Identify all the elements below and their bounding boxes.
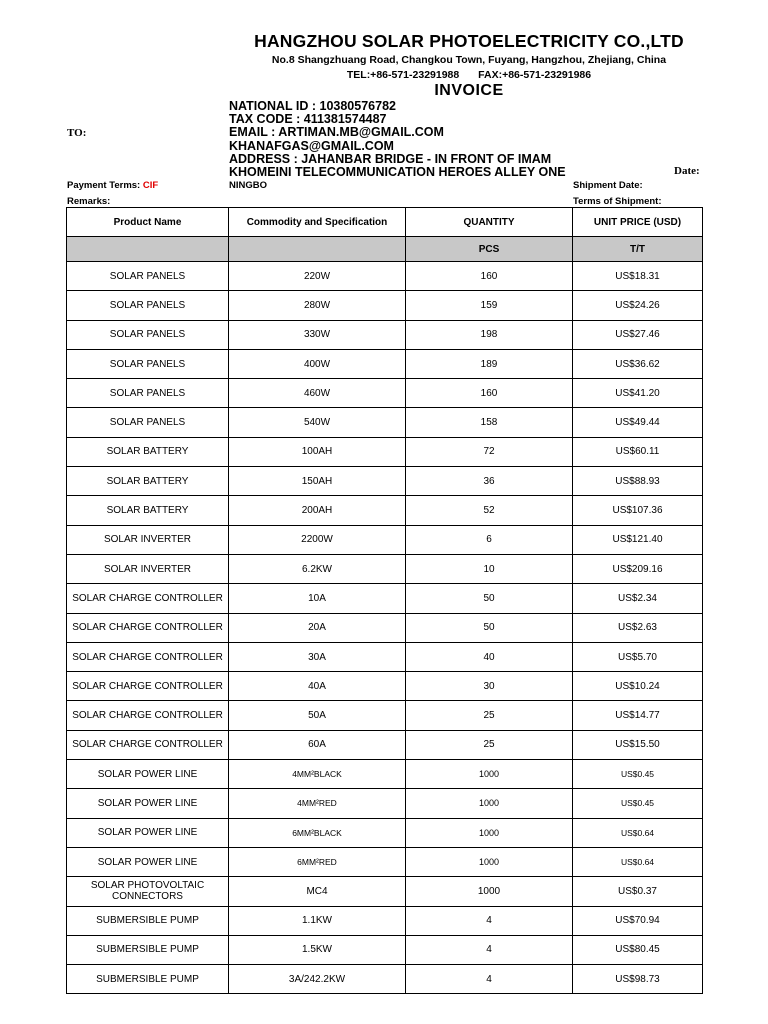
to-label: TO:: [67, 127, 87, 139]
quantity-cell: 1000: [406, 847, 573, 876]
unit-price-cell: US$88.93: [573, 467, 703, 496]
specification-cell: 330W: [229, 320, 406, 349]
quantity-cell: 4: [406, 906, 573, 935]
specification-cell: MC4: [229, 877, 406, 906]
product-name-cell: SOLAR CHARGE CONTROLLER: [67, 730, 229, 759]
specification-cell: 220W: [229, 262, 406, 291]
buyer-info: [229, 100, 566, 179]
quantity-cell: 4: [406, 965, 573, 994]
quantity-cell: 1000: [406, 760, 573, 789]
specification-cell: 1.1KW: [229, 906, 406, 935]
table-row: [67, 584, 703, 613]
quantity-cell: 10: [406, 554, 573, 583]
product-name-cell: SOLAR PANELS: [67, 349, 229, 378]
unit-price-cell: US$49.44: [573, 408, 703, 437]
unit-price-cell: US$209.16: [573, 554, 703, 583]
buyer-email-2: KHANAFGAS@GMAIL.COM: [229, 138, 394, 153]
product-name-cell: SOLAR PANELS: [67, 320, 229, 349]
table-row: [67, 525, 703, 554]
product-name-cell: SOLAR PANELS: [67, 408, 229, 437]
product-name-cell: SUBMERSIBLE PUMP: [67, 906, 229, 935]
table-header-row: [67, 208, 703, 237]
table-row: [67, 262, 703, 291]
product-name-cell: SUBMERSIBLE PUMP: [67, 965, 229, 994]
specification-cell: 400W: [229, 349, 406, 378]
table-row: [67, 379, 703, 408]
unit-price-cell: US$60.11: [573, 437, 703, 466]
company-tel: TEL:+86-571-23291988: [346, 69, 460, 81]
quantity-cell: 30: [406, 672, 573, 701]
specification-cell: 3A/242.2KW: [229, 965, 406, 994]
company-fax: FAX:+86-571-23291986: [478, 69, 592, 81]
table-row: [67, 760, 703, 789]
buyer-tax-code: TAX CODE : 411381574487: [229, 112, 387, 127]
quantity-cell: 52: [406, 496, 573, 525]
quantity-cell: 1000: [406, 789, 573, 818]
specification-cell: 50A: [229, 701, 406, 730]
table-row: [67, 496, 703, 525]
product-name-cell: SOLAR CHARGE CONTROLLER: [67, 613, 229, 642]
table-row: [67, 408, 703, 437]
table-row: [67, 789, 703, 818]
product-name-cell: SOLAR POWER LINE: [67, 818, 229, 847]
column-header-product-name: Product Name: [67, 208, 229, 237]
unit-price-cell: US$41.20: [573, 379, 703, 408]
column-header-unit-price: UNIT PRICE (USD): [573, 208, 703, 237]
unit-price-cell: US$70.94: [573, 906, 703, 935]
table-row: [67, 467, 703, 496]
subheader-unit-pcs: PCS: [406, 237, 573, 262]
table-row: [67, 642, 703, 671]
company-contact: [0, 69, 768, 81]
unit-price-cell: US$27.46: [573, 320, 703, 349]
table-row: [67, 320, 703, 349]
table-row: [67, 672, 703, 701]
unit-price-cell: US$0.37: [573, 877, 703, 906]
specification-cell: 60A: [229, 730, 406, 759]
specification-cell: 4MM²BLACK: [229, 760, 406, 789]
buyer-city: NINGBO: [229, 180, 267, 191]
shipment-date-label: Shipment Date:: [573, 180, 643, 191]
product-name-cell: SOLAR POWER LINE: [67, 760, 229, 789]
product-name-cell: SOLAR CHARGE CONTROLLER: [67, 672, 229, 701]
product-name-cell: SOLAR INVERTER: [67, 525, 229, 554]
unit-price-cell: US$5.70: [573, 642, 703, 671]
column-header-specification: Commodity and Specification: [229, 208, 406, 237]
specification-cell: 200AH: [229, 496, 406, 525]
specification-cell: 150AH: [229, 467, 406, 496]
table-row: [67, 935, 703, 964]
unit-price-cell: US$0.64: [573, 847, 703, 876]
document-title: INVOICE: [434, 82, 504, 99]
unit-price-cell: US$10.24: [573, 672, 703, 701]
unit-price-cell: US$14.77: [573, 701, 703, 730]
unit-price-cell: US$107.36: [573, 496, 703, 525]
buyer-address-2: KHOMEINI TELECOMMUNICATION HEROES ALLEY ONE: [229, 165, 566, 180]
specification-cell: 4MM²RED: [229, 789, 406, 818]
table-row: [67, 730, 703, 759]
quantity-cell: 159: [406, 291, 573, 320]
quantity-cell: 36: [406, 467, 573, 496]
remarks-label: Remarks:: [67, 196, 111, 207]
payment-terms-value: CIF: [142, 180, 159, 191]
table-row: [67, 613, 703, 642]
unit-price-cell: US$80.45: [573, 935, 703, 964]
product-name-cell: SOLAR BATTERY: [67, 496, 229, 525]
table-row: [67, 965, 703, 994]
quantity-cell: 160: [406, 379, 573, 408]
specification-cell: 40A: [229, 672, 406, 701]
quantity-cell: 6: [406, 525, 573, 554]
quantity-cell: 25: [406, 701, 573, 730]
subheader-payment-tt: T/T: [573, 237, 703, 262]
table-subheader-row: [67, 237, 703, 262]
specification-cell: 30A: [229, 642, 406, 671]
specification-cell: 2200W: [229, 525, 406, 554]
product-name-cell: SOLAR BATTERY: [67, 437, 229, 466]
product-name-cell: SOLAR CHARGE CONTROLLER: [67, 642, 229, 671]
table-row: [67, 847, 703, 876]
payment-terms: [67, 180, 158, 191]
product-name-cell: SOLAR POWER LINE: [67, 847, 229, 876]
unit-price-cell: US$36.62: [573, 349, 703, 378]
product-name-cell: SOLAR BATTERY: [67, 467, 229, 496]
unit-price-cell: US$0.45: [573, 789, 703, 818]
unit-price-cell: US$0.45: [573, 760, 703, 789]
subheader-cell: [229, 237, 406, 262]
quantity-cell: 40: [406, 642, 573, 671]
quantity-cell: 1000: [406, 818, 573, 847]
table-row: [67, 818, 703, 847]
quantity-cell: 1000: [406, 877, 573, 906]
unit-price-cell: US$2.34: [573, 584, 703, 613]
table-row: [67, 554, 703, 583]
quantity-cell: 198: [406, 320, 573, 349]
unit-price-cell: US$24.26: [573, 291, 703, 320]
buyer-email: EMAIL : ARTIMAN.MB@GMAIL.COM: [229, 125, 444, 140]
table-row: [67, 877, 703, 906]
company-address: No.8 Shangzhuang Road, Changkou Town, Fuyang, Hangzhou, Zhejiang, China: [271, 54, 667, 66]
product-name-cell: SOLAR CHARGE CONTROLLER: [67, 584, 229, 613]
table-row: [67, 437, 703, 466]
date-label: Date:: [674, 165, 700, 177]
quantity-cell: 158: [406, 408, 573, 437]
product-name-cell: SOLAR INVERTER: [67, 554, 229, 583]
specification-cell: 1.5KW: [229, 935, 406, 964]
unit-price-cell: US$2.63: [573, 613, 703, 642]
terms-of-shipment-label: Terms of Shipment:: [573, 196, 662, 207]
unit-price-cell: US$98.73: [573, 965, 703, 994]
quantity-cell: 160: [406, 262, 573, 291]
invoice-items-table: [66, 207, 703, 994]
specification-cell: 6.2KW: [229, 554, 406, 583]
quantity-cell: 189: [406, 349, 573, 378]
specification-cell: 10A: [229, 584, 406, 613]
quantity-cell: 25: [406, 730, 573, 759]
unit-price-cell: US$121.40: [573, 525, 703, 554]
column-header-quantity: QUANTITY: [406, 208, 573, 237]
quantity-cell: 72: [406, 437, 573, 466]
product-name-cell: SOLAR PANELS: [67, 291, 229, 320]
buyer-national-id: NATIONAL ID : 10380576782: [229, 99, 396, 113]
unit-price-cell: US$15.50: [573, 730, 703, 759]
quantity-cell: 50: [406, 613, 573, 642]
table-row: [67, 701, 703, 730]
product-name-cell: SUBMERSIBLE PUMP: [67, 935, 229, 964]
quantity-cell: 50: [406, 584, 573, 613]
product-name-cell: SOLAR PANELS: [67, 262, 229, 291]
payment-terms-label: Payment Terms:: [67, 180, 141, 191]
product-name-cell: SOLAR POWER LINE: [67, 789, 229, 818]
specification-cell: 280W: [229, 291, 406, 320]
table-row: [67, 906, 703, 935]
product-name-cell: SOLAR PANELS: [67, 379, 229, 408]
specification-cell: 20A: [229, 613, 406, 642]
quantity-cell: 4: [406, 935, 573, 964]
specification-cell: 6MM²RED: [229, 847, 406, 876]
specification-cell: 6MM²BLACK: [229, 818, 406, 847]
table-row: [67, 349, 703, 378]
subheader-cell: [67, 237, 229, 262]
company-name: HANGZHOU SOLAR PHOTOELECTRICITY CO.,LTD: [254, 31, 684, 51]
table-row: [67, 291, 703, 320]
buyer-address-1: ADDRESS : JAHANBAR BRIDGE - IN FRONT OF IMAM: [229, 151, 552, 166]
product-name-cell: SOLAR CHARGE CONTROLLER: [67, 701, 229, 730]
unit-price-cell: US$18.31: [573, 262, 703, 291]
unit-price-cell: US$0.64: [573, 818, 703, 847]
product-name-cell: SOLAR PHOTOVOLTAIC CONNECTORS: [67, 877, 229, 906]
specification-cell: 460W: [229, 379, 406, 408]
specification-cell: 100AH: [229, 437, 406, 466]
specification-cell: 540W: [229, 408, 406, 437]
